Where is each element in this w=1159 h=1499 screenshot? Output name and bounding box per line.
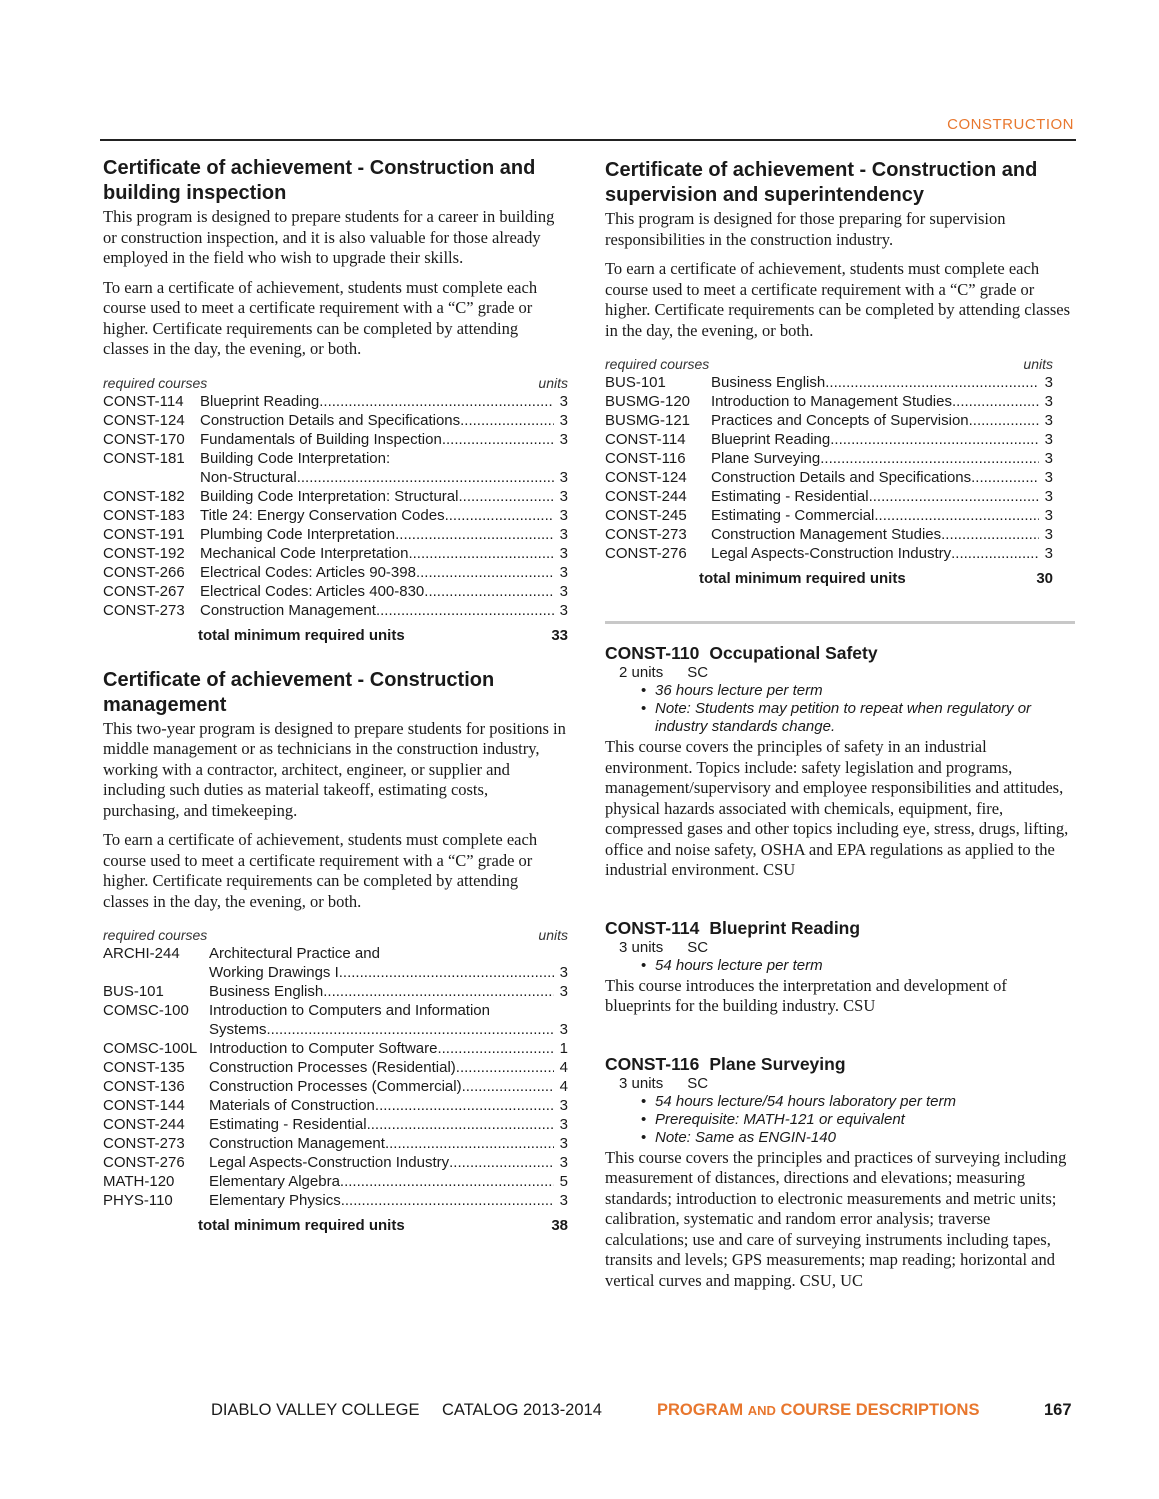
course-name: Materials of Construction — [209, 1097, 375, 1114]
course-name-cell — [209, 1077, 554, 1096]
course-units: 4 — [559, 1078, 568, 1095]
course-name: Elementary Physics — [209, 1192, 341, 1209]
footer-college: DIABLO VALLEY COLLEGE — [211, 1401, 420, 1419]
course-heading — [605, 1053, 1075, 1075]
course-row — [103, 563, 568, 582]
course-units: 3 — [559, 392, 568, 410]
course-units: 3 — [1044, 412, 1053, 429]
course-notes — [605, 1093, 1075, 1147]
course-units: 1 — [559, 1040, 568, 1057]
course-heading — [605, 642, 1075, 664]
required-courses-label: required courses — [103, 927, 208, 943]
course-name: Practices and Concepts of Supervision — [711, 412, 969, 429]
course-notes — [605, 682, 1075, 736]
course-row — [103, 544, 568, 563]
course-code: CONST-182 — [103, 487, 185, 505]
course-row — [103, 506, 568, 525]
requirements-header — [103, 926, 568, 944]
course-name: Plane Surveying — [711, 450, 821, 467]
course-units: 3 — [1044, 393, 1053, 410]
required-courses-label: required courses — [605, 356, 710, 372]
course-row — [605, 449, 1053, 468]
course-units-line — [605, 939, 1075, 957]
dot-leader — [456, 1058, 554, 1077]
course-units: 3 — [1044, 431, 1053, 448]
course-row — [605, 411, 1053, 430]
course-units: 3 — [559, 563, 568, 581]
dot-leader — [449, 1153, 554, 1172]
course-code: PHYS-110 — [103, 1192, 173, 1209]
cert-inspection — [103, 156, 568, 646]
course-name-cell — [200, 487, 554, 506]
course-name: Business English — [209, 983, 324, 1000]
dot-leader — [385, 1134, 554, 1153]
dot-leader — [408, 544, 554, 563]
course-code: CONST-266 — [103, 563, 185, 581]
course-row — [103, 1096, 568, 1115]
requirements-rows — [103, 392, 568, 620]
course-title: Blueprint Reading — [709, 917, 861, 938]
course-name: Blueprint Reading — [711, 431, 831, 448]
total-label: total minimum required units — [198, 1217, 405, 1234]
course-row — [103, 411, 568, 430]
course-row — [103, 525, 568, 544]
course-units: 2 units — [619, 664, 664, 681]
course-note: • 54 hours lecture per term — [605, 957, 1075, 975]
course-const-114 — [605, 917, 1075, 1017]
course-grading: SC — [687, 1074, 709, 1092]
dot-leader — [941, 525, 1039, 544]
course-name-continued: Non-Structural — [200, 468, 297, 486]
course-units: 3 — [559, 582, 568, 600]
course-name-cell — [209, 1058, 554, 1077]
course-name-cell — [711, 430, 1039, 449]
dot-leader — [869, 487, 1039, 506]
course-name-cell — [209, 1001, 568, 1020]
course-name: Electrical Codes: Articles 90-398 — [200, 563, 416, 581]
dot-leader — [339, 963, 554, 982]
dot-leader — [267, 1020, 554, 1039]
course-name-cell — [200, 601, 554, 620]
course-name-cell — [209, 982, 554, 1001]
course-notes — [605, 957, 1075, 975]
course-code: CONST-116 — [605, 450, 686, 467]
course-units: 3 — [559, 1021, 568, 1038]
footer-and: AND — [747, 1403, 776, 1418]
units-label: units — [538, 374, 568, 391]
course-code: CONST-273 — [605, 526, 687, 543]
course-row — [103, 1191, 568, 1210]
cert-management-title: Certificate of achievement - Construction management — [103, 668, 495, 716]
course-code: CONST-267 — [103, 582, 185, 600]
course-code: CONST-244 — [103, 1116, 185, 1133]
course-code: ARCHI-244 — [103, 945, 180, 962]
course-name: Plumbing Code Interpretation — [200, 525, 396, 543]
course-name-cell — [209, 963, 554, 982]
dot-leader — [375, 1096, 554, 1115]
course-description: This course covers the principles of safety in an industrial environment. Topics include: safety legislation and programs, management/supervisory and employee responsibilities and attitudes, physical hazards associated with chemicals, equipment, fire, compressed gases and other topics including eye, stress, drugs, lifting, office and noise safety, OSHA and EPA regulations as applied to the industrial environment. CSU — [605, 737, 1069, 879]
course-name-cell — [711, 525, 1039, 544]
course-row — [103, 487, 568, 506]
course-grading: SC — [687, 938, 709, 956]
course-code: CONST-245 — [605, 507, 687, 524]
cert-supervision — [605, 158, 1075, 589]
course-code: CONST-124 — [103, 411, 185, 429]
course-name-cell — [200, 582, 554, 601]
course-name-cell — [200, 392, 554, 411]
course-name: Estimating - Residential — [711, 488, 869, 505]
course-code: CONST-276 — [103, 1154, 185, 1171]
course-title: Occupational Safety — [709, 643, 878, 663]
footer-course-descriptions: COURSE DESCRIPTIONS — [780, 1401, 980, 1419]
course-row — [605, 487, 1053, 506]
course-row — [103, 1001, 568, 1020]
dot-leader — [830, 430, 1039, 449]
course-code: CONST-136 — [103, 1078, 185, 1095]
course-descriptions — [605, 642, 1075, 1291]
dot-leader — [445, 506, 554, 525]
footer-section-label — [657, 1401, 979, 1420]
dot-leader — [874, 506, 1039, 525]
course-code: CONST-114 — [605, 431, 686, 448]
cert-management-intro: This two-year program is designed to prepare students for positions in middle management or as technicians in the construction industry, working with a contractor, architect, engineer, or supplier and including such duties as material takeoff, estimating costs, purchasing, and timekeeping. — [103, 718, 566, 820]
course-title: Plane Surveying — [709, 1053, 846, 1074]
course-row-continued — [103, 963, 568, 982]
cert-inspection-title: Certificate of achievement - Construction and building inspection — [103, 157, 536, 204]
course-units: 3 — [559, 506, 568, 524]
course-row — [103, 1077, 568, 1096]
course-units: 3 — [559, 411, 568, 429]
course-name-cell — [200, 563, 554, 582]
course-name: Construction Details and Specifications — [200, 411, 461, 429]
required-courses-label: required courses — [103, 374, 208, 391]
course-code: CONST-170 — [103, 430, 185, 448]
course-code: BUS-101 — [103, 983, 164, 1000]
course-code: CONST-114 — [103, 392, 184, 410]
requirements-table — [605, 355, 1053, 589]
course-row — [103, 982, 568, 1001]
units-label: units — [538, 927, 568, 943]
dot-leader — [952, 392, 1039, 411]
course-name-cell — [209, 1134, 554, 1153]
course-name-cell — [200, 430, 554, 449]
course-name-cell — [711, 373, 1039, 392]
course-units: 3 — [559, 525, 568, 543]
course-units: 3 — [559, 964, 568, 981]
course-name-cell — [200, 411, 554, 430]
course-row — [605, 430, 1053, 449]
course-row — [103, 1134, 568, 1153]
course-name-cell — [711, 487, 1039, 506]
course-units: 3 — [559, 430, 568, 448]
course-code: CONST-183 — [103, 506, 185, 524]
course-name: Estimating - Residential — [209, 1116, 367, 1133]
course-name: Estimating - Commercial — [711, 507, 875, 524]
course-row — [103, 1115, 568, 1134]
course-units: 3 — [1044, 526, 1053, 543]
course-name: Construction Management Studies — [711, 526, 942, 543]
course-row — [103, 392, 568, 411]
course-name-cell — [209, 1096, 554, 1115]
course-note: • Prerequisite: MATH-121 or equivalent — [605, 1111, 1075, 1129]
units-label: units — [1023, 356, 1053, 372]
course-name-cell — [711, 506, 1039, 525]
course-name: Architectural Practice and — [209, 945, 380, 962]
course-row — [103, 430, 568, 449]
total-row — [605, 569, 1053, 589]
course-units: 3 — [1044, 374, 1053, 391]
course-row — [605, 392, 1053, 411]
course-row — [103, 449, 568, 468]
requirements-header — [605, 355, 1053, 373]
course-units: 3 — [559, 487, 568, 505]
cert-inspection-requirements: To earn a certificate of achievement, students must complete each course used to meet a certificate requirement with a “C” grade or higher. Certificate requirements can be completed by attending classes in the day, the evening, or both. — [103, 277, 538, 358]
dot-leader — [367, 1115, 554, 1134]
course-code: CONST-192 — [103, 544, 185, 562]
course-units: 5 — [559, 1173, 568, 1190]
course-units: 3 units — [619, 938, 664, 956]
cert-management-requirements: To earn a certificate of achievement, students must complete each course used to meet a certificate requirement with a “C” grade or higher. Certificate requirements can be completed by attending classes in the day, the evening, or both. — [103, 830, 538, 911]
course-units: 4 — [559, 1059, 568, 1076]
course-name: Introduction to Management Studies — [711, 393, 952, 410]
course-units: 3 — [559, 1135, 568, 1152]
total-label: total minimum required units — [198, 626, 405, 644]
course-code: COMSC-100L — [103, 1040, 198, 1057]
course-name: Business English — [711, 374, 826, 391]
course-row — [103, 582, 568, 601]
course-row — [605, 544, 1053, 563]
course-row — [103, 601, 568, 620]
cert-supervision-requirements: To earn a certificate of achievement, students must complete each course used to meet a certificate requirement with a “C” grade or higher. Certificate requirements can be completed by attending classes in the day, the evening, or both. — [605, 259, 1071, 340]
requirements-header — [103, 374, 568, 392]
cert-inspection-intro: This program is designed to prepare students for a career in building or construction inspection, and it is also valuable for those already employed in the field who wish to upgrade their skills. — [103, 207, 555, 267]
course-name: Legal Aspects-Construction Industry — [711, 545, 952, 562]
course-code: CONST-124 — [605, 469, 687, 486]
course-units-line — [605, 1075, 1075, 1093]
course-name: Construction Processes (Residential) — [209, 1059, 456, 1076]
course-code: CONST-276 — [605, 545, 687, 562]
header-rule — [100, 139, 1076, 141]
spacer — [103, 468, 200, 487]
course-code: CONST-110 — [605, 643, 700, 663]
requirements-rows — [605, 373, 1053, 563]
section-tag: CONSTRUCTION — [947, 116, 1074, 133]
cert-supervision-title: Certificate of achievement - Construction and supervision and superintendency — [605, 159, 1038, 206]
course-row — [103, 1172, 568, 1191]
left-column — [103, 156, 568, 1236]
dot-leader — [340, 1172, 554, 1191]
course-heading — [605, 917, 1075, 939]
course-name: Introduction to Computers and Information — [209, 1002, 490, 1019]
course-name-cell — [209, 1020, 554, 1039]
dot-leader — [376, 601, 554, 620]
total-value: 30 — [1036, 570, 1053, 587]
course-row-continued — [103, 1020, 568, 1039]
course-name-cell — [200, 468, 554, 487]
course-name: Building Code Interpretation: Structural — [200, 487, 459, 505]
course-code: CONST-244 — [605, 488, 687, 505]
right-column — [605, 158, 1075, 1291]
course-row — [605, 525, 1053, 544]
course-units: 3 units — [619, 1074, 664, 1092]
course-units: 3 — [559, 983, 568, 1000]
course-name: Construction Management — [200, 601, 376, 619]
course-units: 3 — [1044, 450, 1053, 467]
dot-leader — [416, 563, 554, 582]
course-name-cell — [200, 544, 554, 563]
requirements-rows — [103, 944, 568, 1210]
dot-leader — [458, 487, 554, 506]
course-name: Introduction to Computer Software — [209, 1040, 438, 1057]
course-note: • 36 hours lecture per term — [605, 682, 1075, 700]
course-code: MATH-120 — [103, 1173, 175, 1190]
course-units: 3 — [559, 1154, 568, 1171]
course-name-cell — [209, 1172, 554, 1191]
course-units: 3 — [559, 1192, 568, 1209]
course-const-110 — [605, 642, 1075, 881]
course-code: CONST-273 — [103, 1135, 185, 1152]
course-code: CONST-135 — [103, 1059, 185, 1076]
course-row-continued — [103, 468, 568, 487]
course-units-line — [605, 664, 1075, 682]
course-row — [605, 373, 1053, 392]
course-name-cell — [711, 411, 1039, 430]
course-name-cell — [209, 1039, 554, 1058]
course-name-cell — [200, 525, 554, 544]
dot-leader — [341, 1191, 554, 1210]
course-units: 3 — [559, 601, 568, 619]
course-units: 3 — [1044, 488, 1053, 505]
spacer — [103, 963, 209, 982]
course-code: CONST-114 — [605, 917, 700, 938]
course-code: CONST-144 — [103, 1097, 185, 1114]
course-name: Legal Aspects-Construction Industry — [209, 1154, 450, 1171]
dot-leader — [323, 982, 554, 1001]
course-code: BUS-101 — [605, 374, 666, 391]
course-name: Mechanical Code Interpretation — [200, 544, 409, 562]
course-const-116 — [605, 1053, 1075, 1292]
course-grading: SC — [687, 664, 709, 681]
course-code: COMSC-100 — [103, 1002, 189, 1019]
course-name: Blueprint Reading — [200, 392, 320, 410]
page-number: 167 — [1044, 1401, 1072, 1419]
course-name-cell — [209, 1153, 554, 1172]
requirements-table — [103, 374, 568, 646]
course-name-cell — [711, 392, 1039, 411]
course-description: This course introduces the interpretation and development of blueprints for the building industry. CSU — [605, 975, 1007, 1015]
total-value: 38 — [551, 1217, 568, 1234]
total-row — [103, 626, 568, 646]
cert-supervision-intro: This program is designed for those preparing for supervision responsibilities in the construction industry. — [605, 209, 1006, 249]
course-row — [103, 1058, 568, 1077]
footer-catalog: CATALOG 2013-2014 — [442, 1401, 602, 1419]
dot-leader — [437, 1039, 554, 1058]
course-name: Construction Details and Specifications — [711, 469, 972, 486]
course-units: 3 — [559, 1097, 568, 1114]
footer-program: PROGRAM — [657, 1401, 744, 1419]
section-divider — [605, 621, 1075, 624]
course-name-cell — [209, 1115, 554, 1134]
dot-leader — [297, 468, 554, 487]
course-note: • 54 hours lecture/54 hours laboratory per term — [605, 1093, 1075, 1111]
course-name-continued: Systems — [209, 1021, 267, 1038]
course-row — [103, 1153, 568, 1172]
course-row — [605, 468, 1053, 487]
course-units: 3 — [559, 468, 568, 486]
course-row — [103, 944, 568, 963]
course-name-cell — [711, 468, 1039, 487]
course-note: • Note: Students may petition to repeat when regulatory or industry standards change. — [605, 700, 1075, 736]
course-code: BUSMG-120 — [605, 393, 691, 410]
dot-leader — [395, 525, 554, 544]
course-name: Electrical Codes: Articles 400-830 — [200, 582, 425, 600]
cert-management — [103, 668, 568, 1237]
spacer — [103, 1020, 209, 1039]
course-code: CONST-116 — [605, 1053, 700, 1074]
course-name: Construction Management — [209, 1135, 385, 1152]
dot-leader — [424, 582, 554, 601]
dot-leader — [971, 468, 1039, 487]
course-name-cell — [711, 544, 1039, 563]
course-units: 3 — [559, 1116, 568, 1133]
course-code: CONST-273 — [103, 601, 185, 619]
course-name-cell — [209, 1191, 554, 1210]
dot-leader — [460, 411, 554, 430]
dot-leader — [969, 411, 1039, 430]
course-name-cell — [200, 449, 568, 468]
course-row — [103, 1039, 568, 1058]
course-description: This course covers the principles and practices of surveying including measurement of distances, directions and elevations; measuring standards; introduction to electronic measurements and metric units; calibration, systematic and random error analysis; traverse calculations; use and care of surveying instruments including tapes, transits and levels; GPS measurements; map reading; horizontal and vertical curves and mapping. CSU, UC — [605, 1147, 1067, 1290]
course-units: 3 — [1044, 469, 1053, 486]
course-name: Fundamentals of Building Inspection — [200, 430, 442, 448]
course-name-cell — [209, 944, 568, 963]
total-row — [103, 1216, 568, 1236]
dot-leader — [825, 373, 1039, 392]
dot-leader — [820, 449, 1039, 468]
total-value: 33 — [551, 626, 568, 644]
course-row — [605, 506, 1053, 525]
course-name-cell — [200, 506, 554, 525]
course-note: • Note: Same as ENGIN-140 — [605, 1129, 1075, 1147]
course-name: Construction Processes (Commercial) — [209, 1078, 462, 1095]
course-code: BUSMG-121 — [605, 412, 691, 429]
dot-leader — [462, 1077, 554, 1096]
course-units: 3 — [559, 544, 568, 562]
dot-leader — [319, 392, 554, 411]
total-label: total minimum required units — [699, 570, 906, 587]
course-code: CONST-181 — [103, 449, 185, 467]
dot-leader — [442, 430, 554, 449]
course-name-cell — [711, 449, 1039, 468]
course-units: 3 — [1044, 545, 1053, 562]
dot-leader — [951, 544, 1039, 563]
course-name-continued: Working Drawings I — [209, 964, 339, 981]
requirements-table — [103, 926, 568, 1236]
course-name: Title 24: Energy Conservation Codes — [200, 506, 445, 524]
course-units: 3 — [1044, 507, 1053, 524]
course-code: CONST-191 — [103, 525, 185, 543]
course-name: Elementary Algebra — [209, 1173, 340, 1190]
course-name: Building Code Interpretation: — [200, 449, 391, 467]
